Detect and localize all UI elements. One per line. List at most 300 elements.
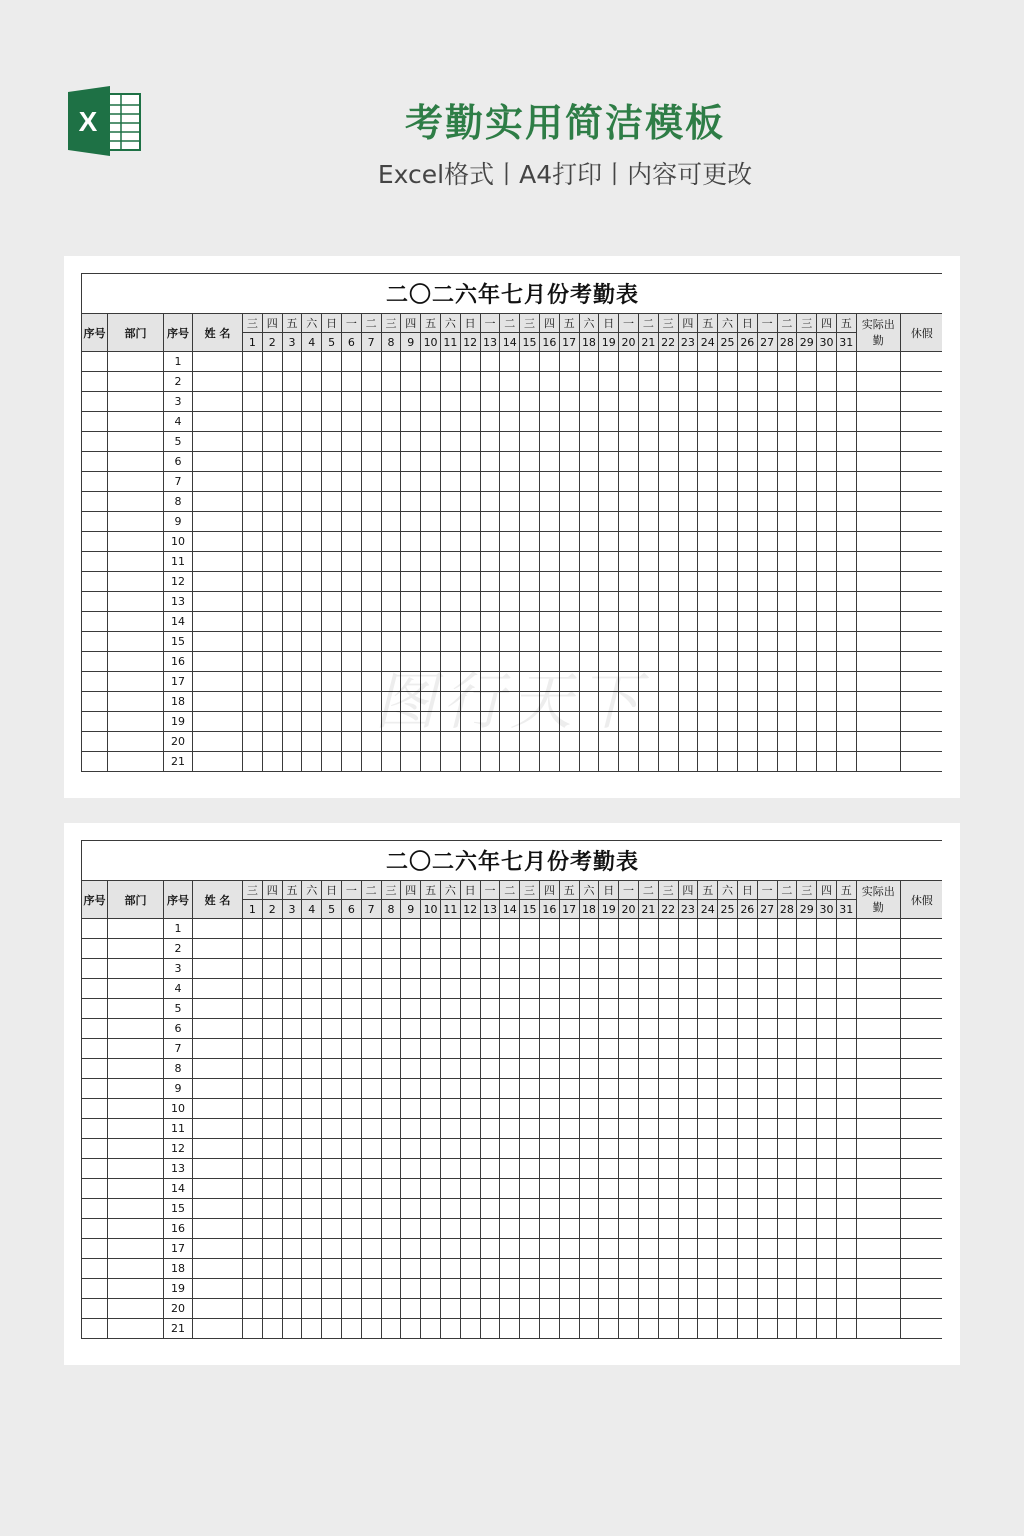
table-cell[interactable]: [856, 1259, 900, 1279]
table-cell[interactable]: [599, 1139, 619, 1159]
table-cell[interactable]: [381, 532, 401, 552]
table-cell[interactable]: [817, 1199, 837, 1219]
table-cell[interactable]: [856, 632, 900, 652]
table-cell[interactable]: [322, 392, 342, 412]
table-cell[interactable]: [619, 572, 639, 592]
table-cell[interactable]: [500, 1139, 520, 1159]
table-cell[interactable]: [718, 352, 738, 372]
table-cell[interactable]: [421, 939, 441, 959]
table-cell[interactable]: [401, 352, 421, 372]
table-cell[interactable]: [539, 1039, 559, 1059]
table-cell[interactable]: [440, 1179, 460, 1199]
table-cell[interactable]: [718, 552, 738, 572]
table-cell[interactable]: [737, 1139, 757, 1159]
table-cell[interactable]: [638, 592, 658, 612]
table-cell[interactable]: [900, 532, 942, 552]
table-cell[interactable]: [82, 472, 108, 492]
table-cell[interactable]: [900, 372, 942, 392]
table-cell[interactable]: [193, 392, 243, 412]
table-cell[interactable]: [500, 532, 520, 552]
table-cell[interactable]: [579, 532, 599, 552]
table-cell[interactable]: [539, 939, 559, 959]
table-cell[interactable]: [381, 672, 401, 692]
table-cell[interactable]: [302, 1039, 322, 1059]
table-cell[interactable]: [500, 612, 520, 632]
table-cell[interactable]: [737, 732, 757, 752]
table-cell[interactable]: [900, 1119, 942, 1139]
table-cell[interactable]: [82, 732, 108, 752]
table-cell[interactable]: [599, 472, 619, 492]
table-cell[interactable]: [460, 712, 480, 732]
table-cell[interactable]: [322, 1239, 342, 1259]
table-cell[interactable]: [460, 532, 480, 552]
table-cell[interactable]: [900, 1319, 942, 1339]
table-cell[interactable]: [108, 1319, 164, 1339]
table-cell[interactable]: [82, 1179, 108, 1199]
table-cell[interactable]: [421, 1259, 441, 1279]
table-cell[interactable]: [520, 919, 540, 939]
table-cell[interactable]: [757, 372, 777, 392]
table-cell[interactable]: [82, 752, 108, 772]
table-cell[interactable]: [678, 352, 698, 372]
table-cell[interactable]: [302, 432, 322, 452]
table-cell[interactable]: [559, 1299, 579, 1319]
table-cell[interactable]: [480, 979, 500, 999]
table-cell[interactable]: [900, 412, 942, 432]
table-cell[interactable]: [322, 979, 342, 999]
table-cell[interactable]: [500, 372, 520, 392]
table-cell[interactable]: [302, 452, 322, 472]
table-cell[interactable]: [282, 1279, 302, 1299]
table-cell[interactable]: [658, 692, 678, 712]
table-cell[interactable]: [638, 352, 658, 372]
table-cell[interactable]: [539, 919, 559, 939]
table-cell[interactable]: [619, 1219, 639, 1239]
table-cell[interactable]: [500, 1179, 520, 1199]
table-cell[interactable]: [243, 732, 263, 752]
table-cell[interactable]: [777, 552, 797, 572]
table-cell[interactable]: [480, 1319, 500, 1339]
table-cell[interactable]: [361, 1019, 381, 1039]
table-cell[interactable]: [737, 412, 757, 432]
table-cell[interactable]: [658, 472, 678, 492]
table-cell[interactable]: [361, 1219, 381, 1239]
table-cell[interactable]: [302, 512, 322, 532]
table-cell[interactable]: [341, 352, 361, 372]
table-cell[interactable]: [193, 1119, 243, 1139]
table-cell[interactable]: [900, 1019, 942, 1039]
table-cell[interactable]: [797, 732, 817, 752]
table-cell[interactable]: [401, 532, 421, 552]
table-cell[interactable]: [460, 552, 480, 572]
table-cell[interactable]: [900, 919, 942, 939]
table-cell[interactable]: [658, 999, 678, 1019]
table-cell[interactable]: [559, 919, 579, 939]
table-cell[interactable]: [108, 632, 164, 652]
table-cell[interactable]: [718, 672, 738, 692]
table-cell[interactable]: [777, 919, 797, 939]
table-cell[interactable]: [421, 1279, 441, 1299]
table-cell[interactable]: [322, 732, 342, 752]
table-cell[interactable]: [282, 512, 302, 532]
table-cell[interactable]: [282, 472, 302, 492]
table-cell[interactable]: [797, 1019, 817, 1039]
table-cell[interactable]: [678, 1219, 698, 1239]
table-cell[interactable]: [698, 752, 718, 772]
table-cell[interactable]: [817, 552, 837, 572]
table-cell[interactable]: [421, 1059, 441, 1079]
table-cell[interactable]: [539, 1279, 559, 1299]
table-cell[interactable]: [856, 612, 900, 632]
table-cell[interactable]: [817, 652, 837, 672]
table-cell[interactable]: [579, 999, 599, 1019]
table-cell[interactable]: [817, 392, 837, 412]
table-cell[interactable]: [282, 1219, 302, 1239]
table-cell[interactable]: [500, 452, 520, 472]
table-cell[interactable]: [658, 712, 678, 732]
table-cell[interactable]: [777, 632, 797, 652]
table-cell[interactable]: [302, 532, 322, 552]
table-cell[interactable]: [460, 1039, 480, 1059]
table-cell[interactable]: [341, 1199, 361, 1219]
table-cell[interactable]: [638, 1199, 658, 1219]
table-cell[interactable]: [797, 1239, 817, 1259]
table-cell[interactable]: [757, 572, 777, 592]
table-cell[interactable]: [108, 592, 164, 612]
table-cell[interactable]: [698, 979, 718, 999]
table-cell[interactable]: [401, 752, 421, 772]
table-cell[interactable]: [500, 1039, 520, 1059]
table-cell[interactable]: [243, 752, 263, 772]
table-cell[interactable]: [520, 452, 540, 472]
table-cell[interactable]: [900, 552, 942, 572]
table-cell[interactable]: [658, 1039, 678, 1059]
table-cell[interactable]: [193, 592, 243, 612]
table-cell[interactable]: [381, 1279, 401, 1299]
table-cell[interactable]: [381, 1199, 401, 1219]
table-cell[interactable]: [500, 1299, 520, 1319]
table-cell[interactable]: [361, 432, 381, 452]
table-cell[interactable]: [638, 1059, 658, 1079]
table-cell[interactable]: [836, 919, 856, 939]
table-cell[interactable]: [757, 1319, 777, 1339]
table-cell[interactable]: [341, 372, 361, 392]
table-cell[interactable]: [900, 1279, 942, 1299]
table-cell[interactable]: [678, 1319, 698, 1339]
table-cell[interactable]: [678, 752, 698, 772]
table-cell[interactable]: [718, 472, 738, 492]
table-cell[interactable]: [401, 1039, 421, 1059]
table-cell[interactable]: [678, 572, 698, 592]
table-cell[interactable]: [401, 1079, 421, 1099]
table-cell[interactable]: [836, 632, 856, 652]
table-cell[interactable]: [421, 979, 441, 999]
table-cell[interactable]: [698, 1119, 718, 1139]
table-cell[interactable]: [401, 652, 421, 672]
table-cell[interactable]: [718, 1159, 738, 1179]
table-cell[interactable]: [193, 432, 243, 452]
table-cell[interactable]: [381, 999, 401, 1019]
table-cell[interactable]: [500, 632, 520, 652]
table-cell[interactable]: [737, 1059, 757, 1079]
table-cell[interactable]: [361, 632, 381, 652]
table-cell[interactable]: [757, 1019, 777, 1039]
table-cell[interactable]: [341, 632, 361, 652]
table-cell[interactable]: [539, 712, 559, 732]
table-cell[interactable]: [678, 592, 698, 612]
table-cell[interactable]: [757, 1159, 777, 1179]
table-cell[interactable]: [856, 1139, 900, 1159]
table-cell[interactable]: [108, 452, 164, 472]
table-cell[interactable]: [737, 452, 757, 472]
table-cell[interactable]: [856, 752, 900, 772]
table-cell[interactable]: [559, 432, 579, 452]
table-cell[interactable]: [108, 1039, 164, 1059]
table-cell[interactable]: [658, 572, 678, 592]
table-cell[interactable]: [777, 1139, 797, 1159]
table-cell[interactable]: [460, 372, 480, 392]
table-cell[interactable]: [282, 1199, 302, 1219]
table-cell[interactable]: [262, 672, 282, 692]
table-cell[interactable]: [460, 999, 480, 1019]
table-cell[interactable]: [262, 1079, 282, 1099]
table-cell[interactable]: [480, 452, 500, 472]
table-cell[interactable]: [817, 432, 837, 452]
table-cell[interactable]: [341, 392, 361, 412]
table-cell[interactable]: [460, 572, 480, 592]
table-cell[interactable]: [559, 712, 579, 732]
table-cell[interactable]: [108, 652, 164, 672]
table-cell[interactable]: [817, 1059, 837, 1079]
table-cell[interactable]: [108, 712, 164, 732]
table-cell[interactable]: [421, 919, 441, 939]
table-cell[interactable]: [836, 432, 856, 452]
table-cell[interactable]: [797, 939, 817, 959]
table-cell[interactable]: [243, 1019, 263, 1039]
table-cell[interactable]: [480, 1099, 500, 1119]
table-cell[interactable]: [658, 1219, 678, 1239]
table-cell[interactable]: [698, 592, 718, 612]
table-cell[interactable]: [108, 919, 164, 939]
table-cell[interactable]: [282, 412, 302, 432]
table-cell[interactable]: [262, 1199, 282, 1219]
table-cell[interactable]: [539, 552, 559, 572]
table-cell[interactable]: [658, 532, 678, 552]
table-cell[interactable]: [520, 999, 540, 1019]
table-cell[interactable]: [82, 432, 108, 452]
table-cell[interactable]: [619, 939, 639, 959]
table-cell[interactable]: [243, 432, 263, 452]
table-cell[interactable]: [619, 1139, 639, 1159]
table-cell[interactable]: [797, 1319, 817, 1339]
table-cell[interactable]: [757, 672, 777, 692]
table-cell[interactable]: [817, 1259, 837, 1279]
table-cell[interactable]: [401, 692, 421, 712]
table-cell[interactable]: [856, 1039, 900, 1059]
table-cell[interactable]: [500, 1279, 520, 1299]
table-cell[interactable]: [737, 652, 757, 672]
table-cell[interactable]: [480, 572, 500, 592]
table-cell[interactable]: [322, 412, 342, 432]
table-cell[interactable]: [243, 532, 263, 552]
table-cell[interactable]: [678, 1059, 698, 1079]
table-cell[interactable]: [243, 632, 263, 652]
table-cell[interactable]: [361, 1299, 381, 1319]
table-cell[interactable]: [262, 392, 282, 412]
table-cell[interactable]: [836, 672, 856, 692]
table-cell[interactable]: [341, 492, 361, 512]
table-cell[interactable]: [698, 1299, 718, 1319]
table-cell[interactable]: [539, 432, 559, 452]
table-cell[interactable]: [302, 1319, 322, 1339]
table-cell[interactable]: [82, 512, 108, 532]
table-cell[interactable]: [440, 532, 460, 552]
table-cell[interactable]: [559, 552, 579, 572]
table-cell[interactable]: [559, 1099, 579, 1119]
table-cell[interactable]: [737, 1319, 757, 1339]
table-cell[interactable]: [599, 1219, 619, 1239]
table-cell[interactable]: [262, 1299, 282, 1319]
table-cell[interactable]: [520, 1019, 540, 1039]
table-cell[interactable]: [638, 979, 658, 999]
table-cell[interactable]: [599, 452, 619, 472]
table-cell[interactable]: [361, 572, 381, 592]
table-cell[interactable]: [777, 492, 797, 512]
table-cell[interactable]: [440, 432, 460, 452]
table-cell[interactable]: [737, 979, 757, 999]
table-cell[interactable]: [757, 959, 777, 979]
table-cell[interactable]: [82, 939, 108, 959]
table-cell[interactable]: [638, 939, 658, 959]
table-cell[interactable]: [193, 1059, 243, 1079]
table-cell[interactable]: [757, 392, 777, 412]
table-cell[interactable]: [500, 1119, 520, 1139]
table-cell[interactable]: [361, 732, 381, 752]
table-cell[interactable]: [82, 1199, 108, 1219]
table-cell[interactable]: [856, 432, 900, 452]
table-cell[interactable]: [440, 652, 460, 672]
table-cell[interactable]: [559, 732, 579, 752]
table-cell[interactable]: [900, 452, 942, 472]
table-cell[interactable]: [302, 472, 322, 492]
table-cell[interactable]: [539, 1239, 559, 1259]
table-cell[interactable]: [401, 732, 421, 752]
table-cell[interactable]: [579, 612, 599, 632]
table-cell[interactable]: [836, 732, 856, 752]
table-cell[interactable]: [282, 452, 302, 472]
table-cell[interactable]: [108, 1239, 164, 1259]
table-cell[interactable]: [243, 959, 263, 979]
table-cell[interactable]: [757, 999, 777, 1019]
table-cell[interactable]: [480, 1079, 500, 1099]
table-cell[interactable]: [361, 1079, 381, 1099]
table-cell[interactable]: [421, 472, 441, 492]
table-cell[interactable]: [500, 1059, 520, 1079]
table-cell[interactable]: [381, 392, 401, 412]
table-cell[interactable]: [282, 1139, 302, 1159]
table-cell[interactable]: [421, 412, 441, 432]
table-cell[interactable]: [856, 1239, 900, 1259]
table-cell[interactable]: [193, 1199, 243, 1219]
table-cell[interactable]: [82, 612, 108, 632]
table-cell[interactable]: [341, 712, 361, 732]
table-cell[interactable]: [421, 392, 441, 412]
table-cell[interactable]: [678, 632, 698, 652]
table-cell[interactable]: [777, 1079, 797, 1099]
table-cell[interactable]: [817, 532, 837, 552]
table-cell[interactable]: [421, 999, 441, 1019]
table-cell[interactable]: [282, 352, 302, 372]
table-cell[interactable]: [243, 552, 263, 572]
table-cell[interactable]: [421, 1299, 441, 1319]
table-cell[interactable]: [599, 752, 619, 772]
table-cell[interactable]: [836, 1019, 856, 1039]
table-cell[interactable]: [302, 572, 322, 592]
table-cell[interactable]: [262, 1059, 282, 1079]
table-cell[interactable]: [658, 1159, 678, 1179]
table-cell[interactable]: [82, 492, 108, 512]
table-cell[interactable]: [421, 432, 441, 452]
table-cell[interactable]: [619, 1239, 639, 1259]
table-cell[interactable]: [599, 1019, 619, 1039]
table-cell[interactable]: [322, 1159, 342, 1179]
table-cell[interactable]: [322, 1099, 342, 1119]
table-cell[interactable]: [282, 979, 302, 999]
table-cell[interactable]: [440, 1079, 460, 1099]
table-cell[interactable]: [559, 1239, 579, 1259]
table-cell[interactable]: [539, 472, 559, 492]
table-cell[interactable]: [440, 1119, 460, 1139]
table-cell[interactable]: [108, 472, 164, 492]
table-cell[interactable]: [638, 492, 658, 512]
table-cell[interactable]: [480, 1259, 500, 1279]
table-cell[interactable]: [599, 532, 619, 552]
table-cell[interactable]: [262, 612, 282, 632]
table-cell[interactable]: [193, 712, 243, 732]
table-cell[interactable]: [836, 652, 856, 672]
table-cell[interactable]: [638, 1019, 658, 1039]
table-cell[interactable]: [520, 1179, 540, 1199]
table-cell[interactable]: [777, 352, 797, 372]
table-cell[interactable]: [108, 752, 164, 772]
table-cell[interactable]: [836, 392, 856, 412]
table-cell[interactable]: [678, 1159, 698, 1179]
table-cell[interactable]: [262, 1039, 282, 1059]
table-cell[interactable]: [619, 1299, 639, 1319]
table-cell[interactable]: [361, 1279, 381, 1299]
table-cell[interactable]: [421, 1119, 441, 1139]
table-cell[interactable]: [401, 1019, 421, 1039]
table-cell[interactable]: [836, 452, 856, 472]
table-cell[interactable]: [638, 452, 658, 472]
table-cell[interactable]: [341, 1039, 361, 1059]
table-cell[interactable]: [579, 1139, 599, 1159]
table-cell[interactable]: [817, 1319, 837, 1339]
table-cell[interactable]: [82, 1079, 108, 1099]
table-cell[interactable]: [520, 512, 540, 532]
table-cell[interactable]: [638, 372, 658, 392]
table-cell[interactable]: [718, 612, 738, 632]
table-cell[interactable]: [658, 612, 678, 632]
table-cell[interactable]: [579, 512, 599, 532]
table-cell[interactable]: [698, 372, 718, 392]
table-cell[interactable]: [480, 1039, 500, 1059]
table-cell[interactable]: [82, 1219, 108, 1239]
table-cell[interactable]: [302, 732, 322, 752]
table-cell[interactable]: [341, 512, 361, 532]
table-cell[interactable]: [856, 1299, 900, 1319]
table-cell[interactable]: [322, 372, 342, 392]
